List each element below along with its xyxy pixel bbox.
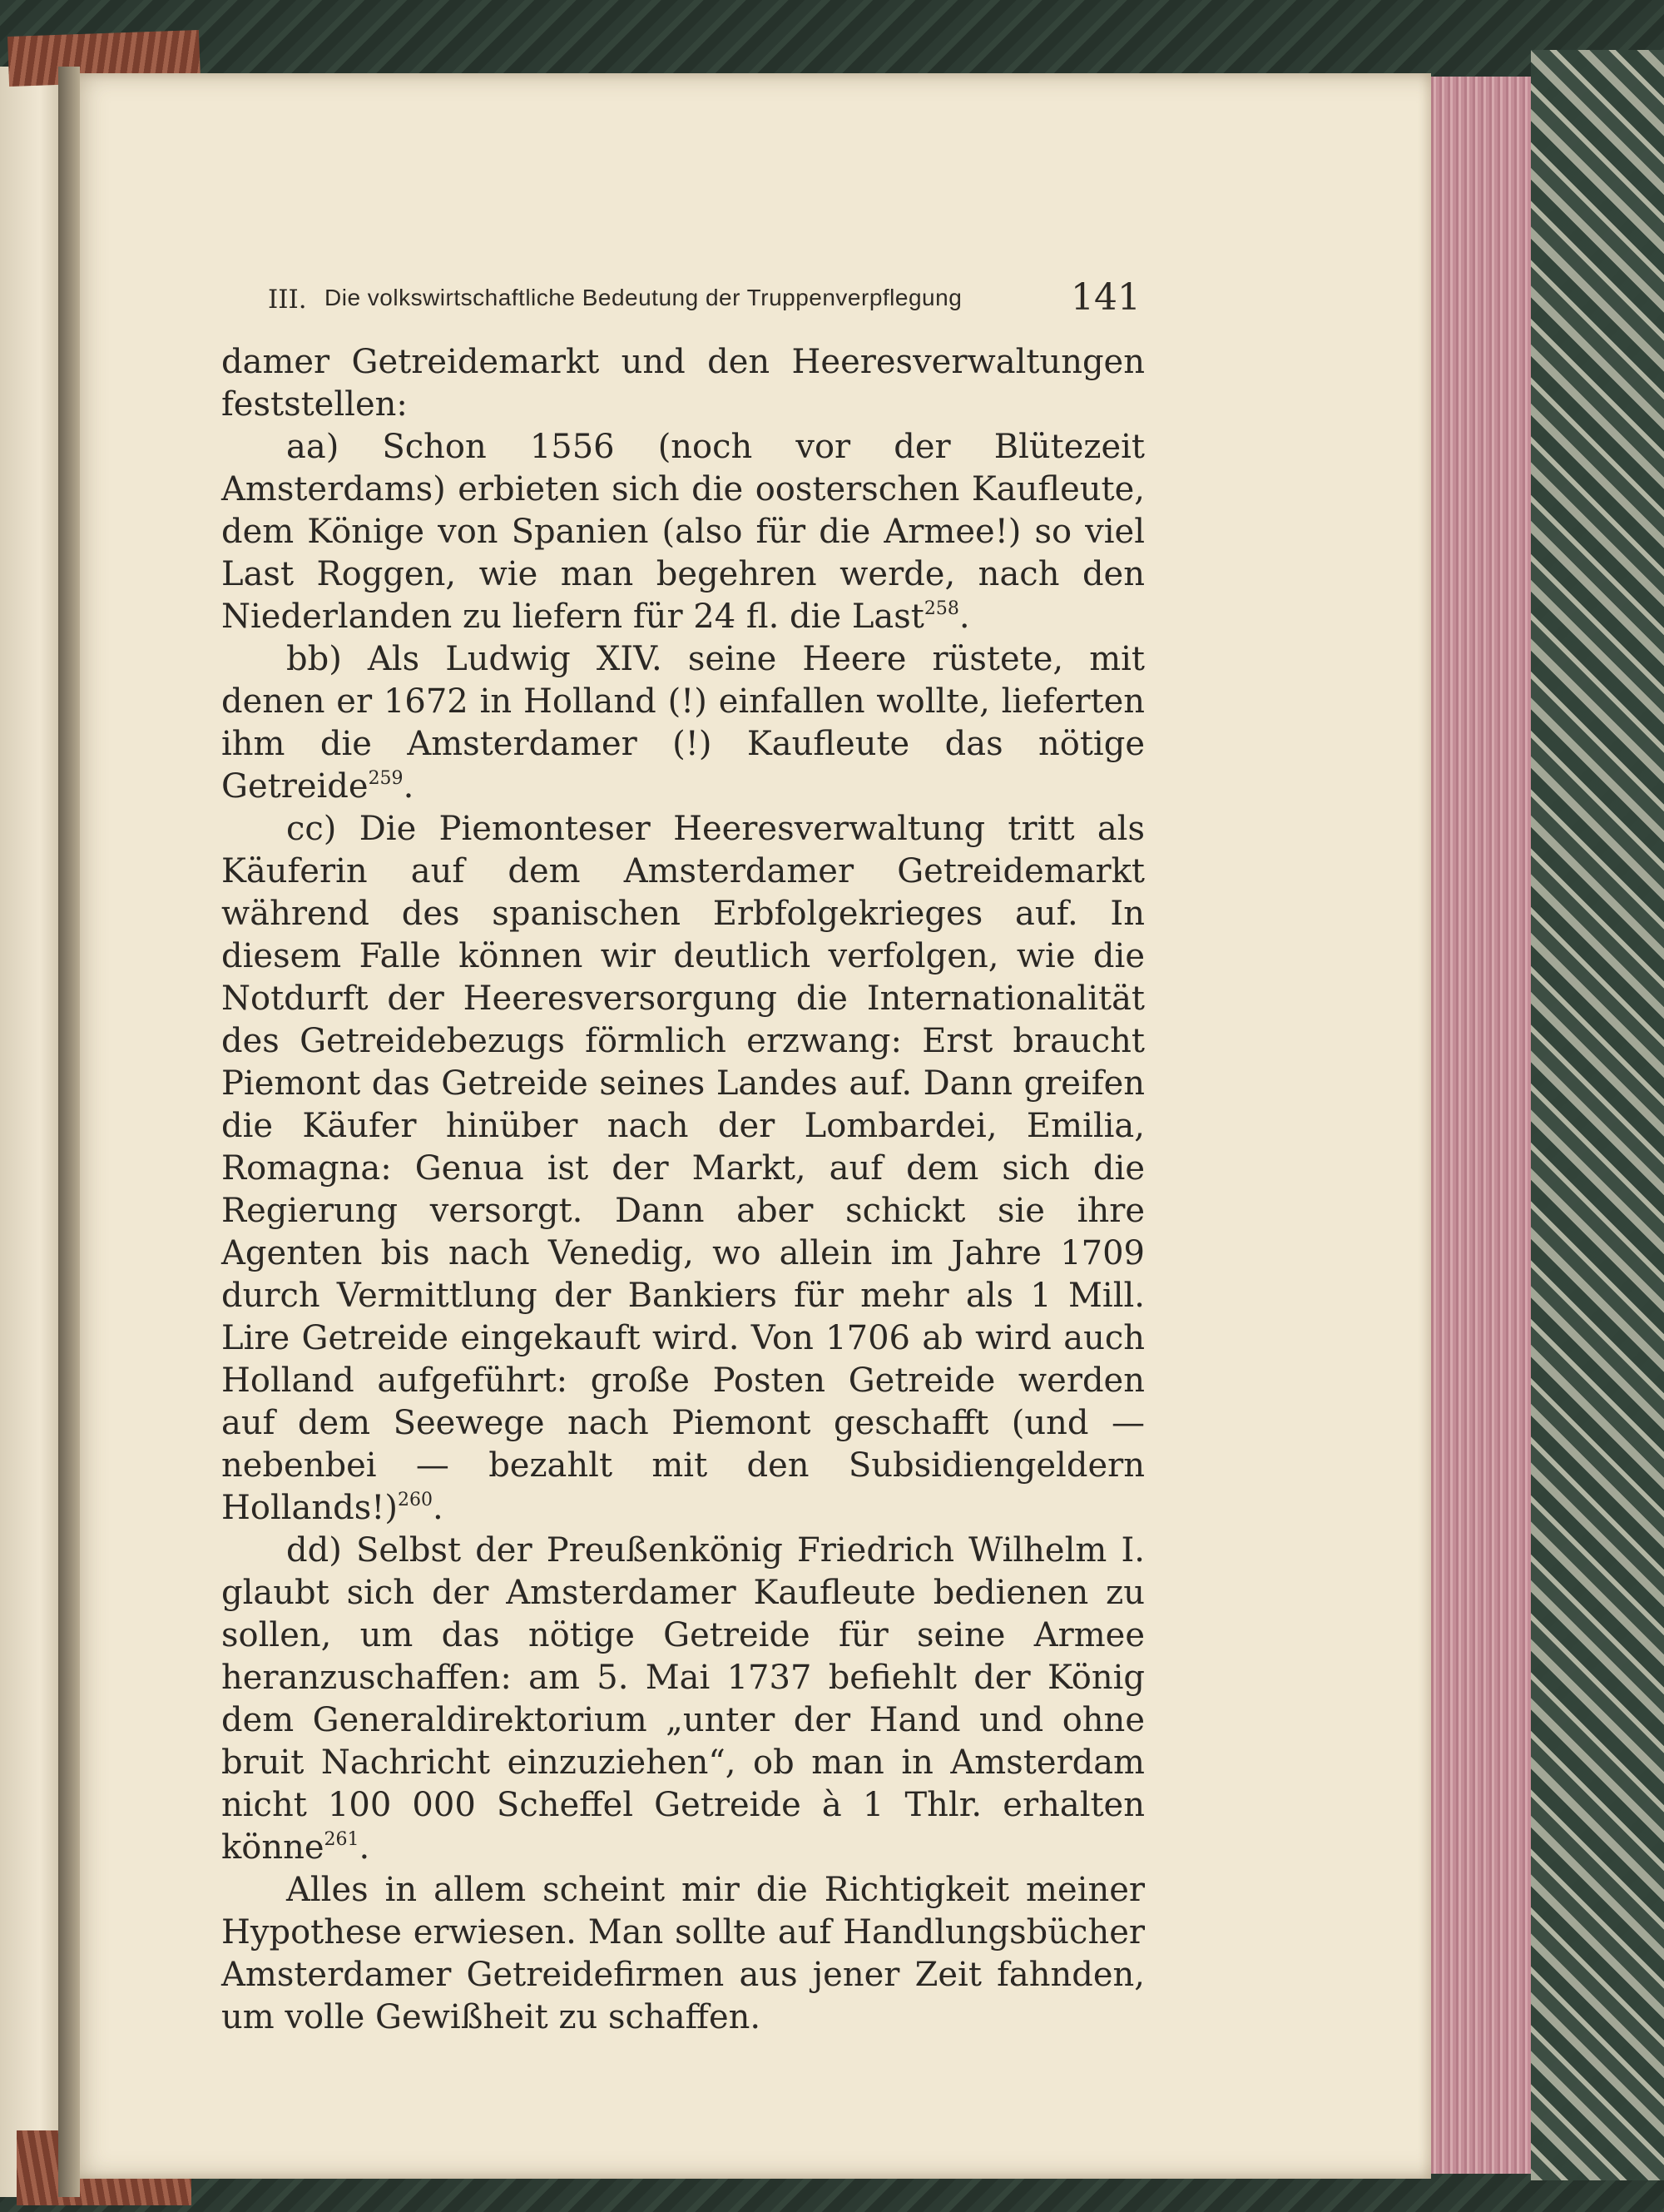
page-edges bbox=[1414, 77, 1531, 2174]
paragraph: bb) Als Ludwig XIV. seine Heere rüstete, mit denen er 1672 in Holland (!) einfallen wollte, lieferten ihm die Amsterdamer (!) Kaufleute das nötige Getreide$^{259}$. bbox=[221, 640, 1145, 806]
footnote-ref: 258 bbox=[924, 598, 959, 619]
paragraph: damer Getreidemarkt und den Heeresverwaltungen feststellen: bbox=[221, 343, 1145, 424]
chapter-number: III. bbox=[268, 285, 307, 315]
running-head bbox=[268, 275, 1142, 333]
footnote-ref: 261 bbox=[324, 1829, 359, 1850]
paragraph: Alles in allem scheint mir die Richtigkeit meiner Hypothese erwiesen. Man sollte auf Handlungsbücher Amsterdamer Getreidefirmen aus jener Zeit fahnden, um volle Gewißheit zu schaffen. bbox=[221, 1871, 1145, 2036]
page-gutter bbox=[58, 67, 80, 2197]
paragraph: aa) Schon 1556 (noch vor der Blütezeit Amsterdams) erbieten sich die oosterschen Kaufleute, dem Könige von Spanien (also für die Armee!) so viel Last Roggen, wie man begehren werde, nach den Niederlanden zu liefern für 24 fl. die Last$^{258}$. bbox=[221, 428, 1145, 636]
left-page-edge bbox=[0, 67, 67, 2197]
cover-pattern bbox=[1531, 50, 1664, 2180]
footnote-ref: 259 bbox=[368, 768, 404, 789]
chapter-title: Die volkswirtschaftliche Bedeutung der Truppenverpflegung bbox=[324, 285, 963, 310]
page-number: 141 bbox=[1071, 276, 1141, 319]
paragraph: cc) Die Piemonteser Heeresverwaltung tritt als Käuferin auf dem Amsterdamer Getreidemarkt während des spanischen Erbfolgekrieges auf. In diesem Falle können wir deutlich verfolgen, wie die Notdurft der Heeresversorgung die Internationalität des Getreidebezugs förmlich erzwang: Erst braucht Piemont das Getreide seines Landes auf. Dann greifen die Käufer hinüber nach der Lombardei, Emilia, Romagna: Genua ist der Markt, auf dem sich die Regierung versorgt. Dann aber schickt sie ihre Agenten bis nach Venedig, wo allein im Jahre 1709 durch Vermittlung der Bankiers für mehr als 1 Mill. Lire Getreide eingekauft wird. Von 1706 ab wird auch Holland aufgeführt: große Posten Getreide werden auf dem Seewege nach Piemont geschafft (und — nebenbei — bezahlt mit den Subsidiengeldern Hollands!)$^{260}$. bbox=[221, 810, 1145, 1527]
body-text bbox=[221, 341, 1145, 2039]
paragraph: dd) Selbst der Preußenkönig Friedrich Wilhelm I. glaubt sich der Amsterdamer Kaufleute bedienen zu sollen, um das nötige Getreide für seine Armee heranzuschaffen: am 5. Mai 1737 befiehlt der König dem Generaldirektorium „unter der Hand und ohne bruit Nachricht einzuziehen“, ob man in Amsterdam nicht 100 000 Scheffel Getreide à 1 Thlr. erhalten könne$^{261}$. bbox=[221, 1531, 1145, 1867]
footnote-ref: 260 bbox=[397, 1490, 433, 1510]
